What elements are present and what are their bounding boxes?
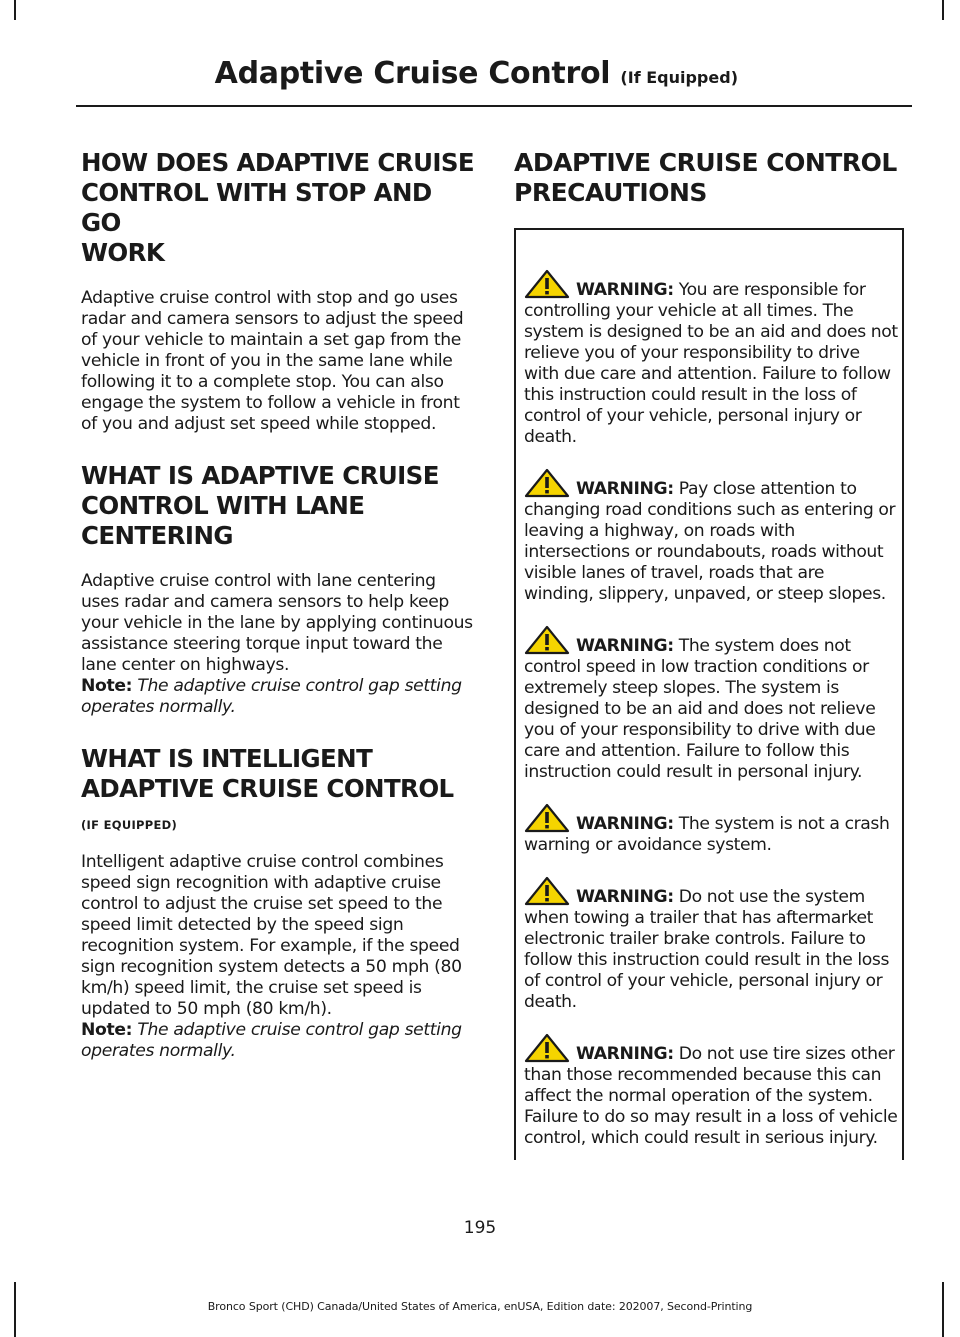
warning-text: Do not use the system when towing a trailer that has aftermarket electronic trailer brake controls. Failure to follow this instruction could result in the loss of control of your vehicle, personal injury or death. (524, 887, 890, 1013)
warning-text: Pay close attention to changing road conditions such as entering or leaving a highway, on roads with intersections or roundabouts, roads without visible lanes of travel, roads that are winding, slippery, unpaved, or steep slopes. (524, 479, 896, 605)
note-intelligent-acc (81, 1020, 477, 1062)
header-subtitle: (If Equipped) (620, 68, 738, 87)
warnings-box (514, 228, 904, 1160)
header-rule (76, 105, 912, 107)
section-heading-precautions: ADAPTIVE CRUISE CONTROL PRECAUTIONS (514, 148, 897, 207)
section-heading-stop-and-go: HOW DOES ADAPTIVE CRUISE CONTROL WITH STOP AND GO WORK (81, 148, 475, 267)
note-text: The adaptive cruise control gap setting operates normally. (81, 676, 462, 717)
note-lane-centering (81, 676, 477, 718)
warning-text: The system does not control speed in low traction conditions or extremely steep slopes. The system is designed to be an aid and does not relieve you of your responsibility to drive with due care and attention. Failure to follow this instruction could result in personal injury. (524, 636, 876, 783)
note-label: Note: (81, 1020, 133, 1040)
crop-mark-top-right (942, 0, 944, 20)
note-text: The adaptive cruise control gap setting operates normally. (81, 1020, 462, 1061)
warning-text: The system is not a crash warning or avoidance system. (524, 814, 890, 856)
warning-triangle-icon (524, 876, 570, 906)
warnings-list (524, 252, 898, 1169)
warning-text: You are responsible for controlling your vehicle at all times. The system is designed to be an aid and does not relieve you of your responsibility to drive with due care and attention. Failure to follow this instruction could result in the loss of control of your vehicle, personal injury or death. (524, 280, 898, 448)
warning-label: WARNING: (576, 280, 674, 301)
warning-label: WARNING: (576, 636, 674, 657)
note-label: Note: (81, 676, 133, 696)
right-column (514, 148, 906, 208)
page-header (215, 56, 738, 91)
section-body-stop-and-go: Adaptive cruise control with stop and go uses radar and camera sensors to adjust the speed of your vehicle to maintain a set gap from the vehicle in front of you in the same lane while following it to a complete stop. You can also engage the system to follow a vehicle in front of you and adjust set speed while stopped. (81, 288, 464, 434)
warning-label: WARNING: (576, 479, 674, 500)
warning-triangle-icon (524, 625, 570, 655)
section-body-intelligent-acc: Intelligent adaptive cruise control combines speed sign recognition with adaptive cruise control to adjust the cruise set speed to the speed limit detected by the speed sign recognition system. For example, if the speed sign recognition system detects a 50 mph (80 km/h) speed limit, the cruise set speed is updated to 50 mph (80 km/h). (81, 852, 462, 1019)
warning-label: WARNING: (576, 814, 674, 835)
warning-label: WARNING: (576, 1044, 674, 1065)
crop-mark-top-left (14, 0, 16, 20)
warning-triangle-icon (524, 269, 570, 299)
footer-edition: Bronco Sport (CHD) Canada/United States of America, enUSA, Edition date: 202007, Second-Printing (207, 1300, 753, 1313)
warning-triangle-icon (524, 1033, 570, 1063)
left-column (81, 148, 477, 1062)
warning-item (524, 468, 898, 605)
warning-item (524, 1033, 898, 1149)
warning-item (524, 625, 898, 783)
page-number: 195 (463, 1218, 497, 1238)
if-equipped-tag: (IF EQUIPPED) (81, 818, 178, 832)
warning-text: Do not use tire sizes other than those recommended because this can affect the normal operation of the system. Failure to do so may result in a loss of vehicle control, which could result in serious injury. (524, 1044, 898, 1149)
warning-item (524, 876, 898, 1013)
warning-triangle-icon (524, 803, 570, 833)
header-title: Adaptive Cruise Control (214, 56, 611, 91)
section-body-lane-centering: Adaptive cruise control with lane centering uses radar and camera sensors to help keep your vehicle in the lane by applying continuous assistance steering torque input toward the lane center on highways. (81, 571, 473, 675)
section-heading-lane-centering: WHAT IS ADAPTIVE CRUISE CONTROL WITH LANE CENTERING (81, 461, 439, 550)
warning-item (524, 803, 898, 856)
warning-label: WARNING: (576, 887, 674, 908)
section-heading-intelligent-acc: WHAT IS INTELLIGENT ADAPTIVE CRUISE CONTROL (81, 744, 454, 803)
warning-item (524, 269, 898, 448)
warning-triangle-icon (524, 468, 570, 498)
